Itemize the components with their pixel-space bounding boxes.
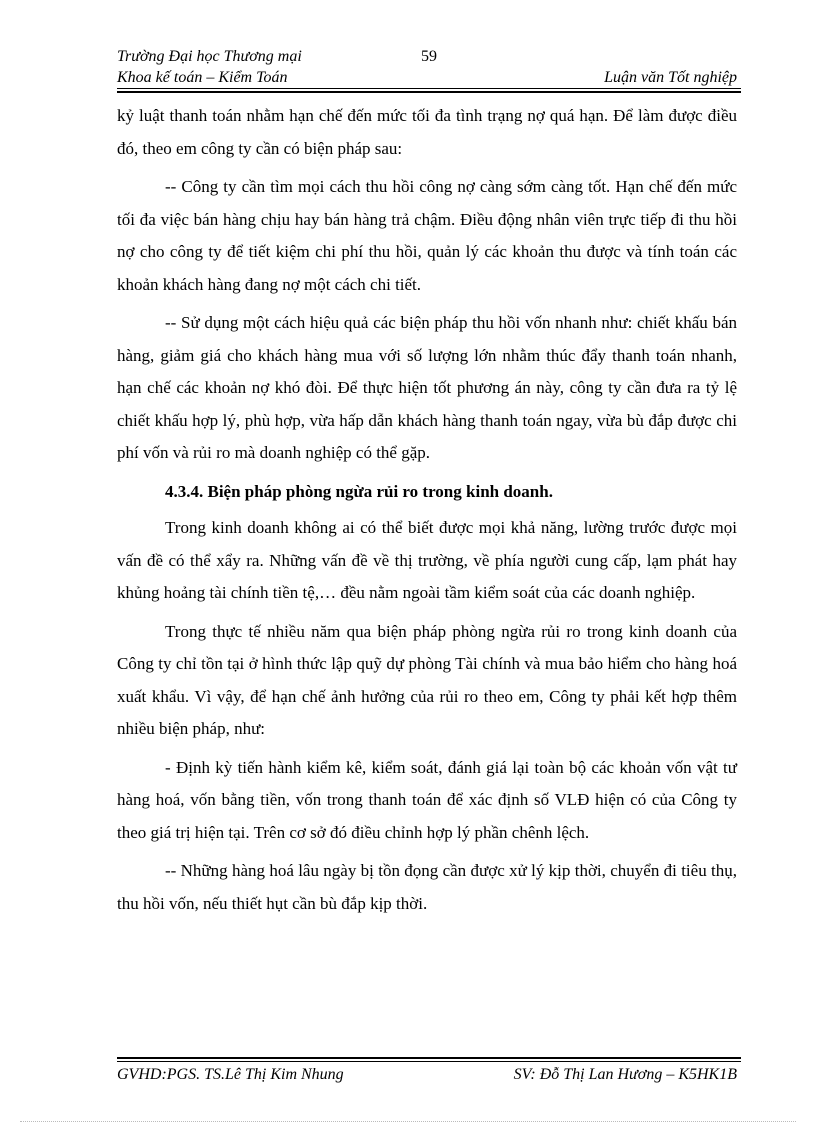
header-rule-thick [117,91,741,93]
paragraph-5: Trong thực tế nhiều năm qua biện pháp phòng ngừa rủi ro trong kinh doanh của Công ty chỉ tồn tại ở hình thức lập quỹ dự phòng Tài chính và mua bảo hiểm cho hàng hoá xuất khẩu. Vì vậy, để hạn chế ảnh hưởng của rủi ro theo em, Công ty phải kết hợp thêm nhiều biện pháp, như: [117,621,737,738]
footer-rule [117,1061,741,1062]
faculty-name: Khoa kế toán – Kiểm Toán [117,69,288,86]
paragraph-6: - Định kỳ tiến hành kiểm kê, kiểm soát, đánh giá lại toàn bộ các khoản vốn vật tư hàng hoá, vốn bằng tiền, vốn trong thanh toán để xác định số VLĐ hiện có của Công ty theo giá trị hiện tại. Trên cơ sở đó điều chỉnh hợp lý phần chênh lệch. [117,757,737,842]
page-header [117,47,737,89]
page-body [117,100,737,926]
paragraph-2: -- Công ty cần tìm mọi cách thu hồi công nợ càng sớm càng tốt. Hạn chế đến mức tối đa việc bán hàng chịu hay bán hàng trả chậm. Điều động nhân viên trực tiếp đi thu hồi nợ cho công ty để tiết kiệm chi phí thu hồi, quản lý các khoản thu được và tính toán các khoản khách hàng đang nợ một cách chi tiết. [117,177,737,294]
student-name: SV: Đỗ Thị Lan Hương – K5HK1B [513,1066,737,1083]
section-heading: 4.3.4. Biện pháp phòng ngừa rủi ro trong kinh doanh. [165,481,553,501]
paragraph-7: -- Những hàng hoá lâu ngày bị tồn đọng cần được xử lý kịp thời, chuyển đi tiêu thụ, thu hồi vốn, nếu thiết hụt cần bù đắp kịp thời. [117,861,737,913]
page-number: 59 [421,48,437,65]
school-name: Trường Đại học Thương mại [117,48,302,65]
header-rule [117,88,741,89]
page-bottom-edge [20,1121,796,1122]
paragraph-3: -- Sử dụng một cách hiệu quả các biện pháp thu hồi vốn nhanh như: chiết khấu bán hàng, giảm giá cho khách hàng mua với số lượng lớn nhằm thúc đẩy thanh toán nhanh, hạn chế các khoản nợ khó đòi. Để thực hiện tốt phương án này, công ty cần đưa ra tỷ lệ chiết khấu hợp lý, phù hợp, vừa hấp dẫn khách hàng thanh toán ngay, vừa bù đắp được chi phí vốn và rủi ro mà doanh nghiệp có thể gặp. [117,313,737,462]
document-type: Luận văn Tốt nghiệp [604,69,737,86]
paragraph-1: kỷ luật thanh toán nhằm hạn chế đến mức tối đa tình trạng nợ quá hạn. Để làm được điều đó, theo em công ty cần có biện pháp sau: [117,106,737,158]
footer-rule-thick [117,1057,741,1059]
paragraph-4: Trong kinh doanh không ai có thể biết được mọi khả năng, lường trước được mọi vấn đề có thể xẩy ra. Những vấn đề về thị trường, về phía người cung cấp, lạm phát hay khủng hoảng tài chính tiền tệ,… đều nằm ngoài tầm kiểm soát của các doanh nghiệp. [117,518,737,602]
advisor-name: GVHD:PGS. TS.Lê Thị Kim Nhung [117,1066,344,1083]
